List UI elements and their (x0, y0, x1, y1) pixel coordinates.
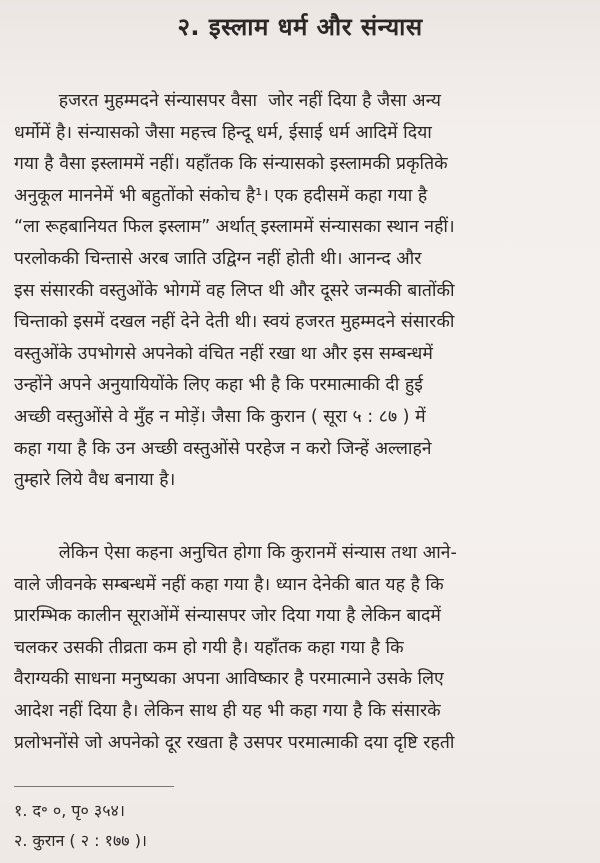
paragraph-1 (14, 86, 584, 497)
text-line: वैराग्यकी साधना मनुष्यका अपना आविष्कार है परमात्माने उसके लिए (14, 669, 444, 690)
text-line: इस संसारकी वस्तुओंके भोगमें वह लिप्त थी और दूसरे जन्मकी बातोंकी (14, 280, 455, 301)
footnote-divider (14, 786, 174, 787)
text-line: चिन्ताको इसमें दखल नहीं देने देती थी। स्वयं हजरत मुहम्मदने संसारकी (14, 312, 455, 333)
text-line: प्रारम्भिक कालीन सूराओंमें संन्यासपर जोर दिया गया है लेकिन बादमें (14, 606, 441, 627)
text-line: लेकिन ऐसा कहना अनुचित होगा कि कुरानमें संन्यास तथा आने- (14, 543, 457, 563)
footnote-1: १. द॰ ०, पृ० ३५४। (14, 801, 125, 820)
paragraph-2 (14, 538, 584, 759)
text-line: “ला रूहबानियत फिल इस्लाम” अर्थात् इस्लाममें संन्यासका स्थान नहीं। (14, 217, 455, 238)
text-line: प्रलोभनोंसे जो अपनेको दूर रखता है उसपर परमात्माकी दया दृष्टि रहती (14, 732, 455, 753)
footnotes (14, 796, 574, 856)
text-line: वस्तुओंके उपभोगसे अपनेको वंचित नहीं रखा था और इस सम्बन्धमें (14, 343, 433, 364)
text-line: आदेश नहीं दिया है। लेकिन साथ ही यह भी कहा गया है कि संसारके (14, 700, 441, 721)
text-line: धर्मोमें है। संन्यासको जैसा महत्त्व हिन्दू धर्म, ईसाई धर्म आदिमें दिया (14, 122, 432, 143)
footnote-2: २. कुरान ( २ : १७७ )। (14, 831, 147, 850)
text-line: वाले जीवनके सम्बन्धमें नहीं कहा गया है। ध्यान देनेकी बात यह है कि (14, 574, 444, 595)
text-line: हजरत मुहम्मदने संन्यासपर वैसा जोर नहीं दिया है जैसा अन्य (14, 91, 442, 111)
text-line: अनुकूल माननेमें भी बहुतोंको संकोच है¹। एक हदीसमें कहा गया है (14, 185, 428, 206)
text-line: चलकर उसकी तीव्रता कम हो गयी है। यहाँतक कहा गया है कि (14, 637, 404, 658)
text-line: गया है वैसा इस्लाममें नहीं। यहाँतक कि संन्यासको इस्लामकी प्रकृतिके (14, 154, 448, 175)
text-line: अच्छी वस्तुओंसे वे मुँह न मोड़ें। जैसा कि कुरान ( सूरा ५ : ८७ ) में (14, 406, 426, 427)
chapter-title: २. इस्लाम धर्म और संन्यास (177, 13, 423, 41)
text-line: परलोककी चिन्तासे अरब जाति उद्विग्न नहीं होती थी। आनन्द और (14, 248, 422, 269)
text-line: उन्होंने अपने अनुयायियोंके लिए कहा भी है कि परमात्माकी दी हुई (14, 375, 423, 396)
text-line: तुम्हारे लिये वैध बनाया है। (14, 470, 176, 491)
text-line: कहा गया है कि उन अच्छी वस्तुओंसे परहेज न करो जिन्हें अल्लाहने (14, 438, 432, 459)
